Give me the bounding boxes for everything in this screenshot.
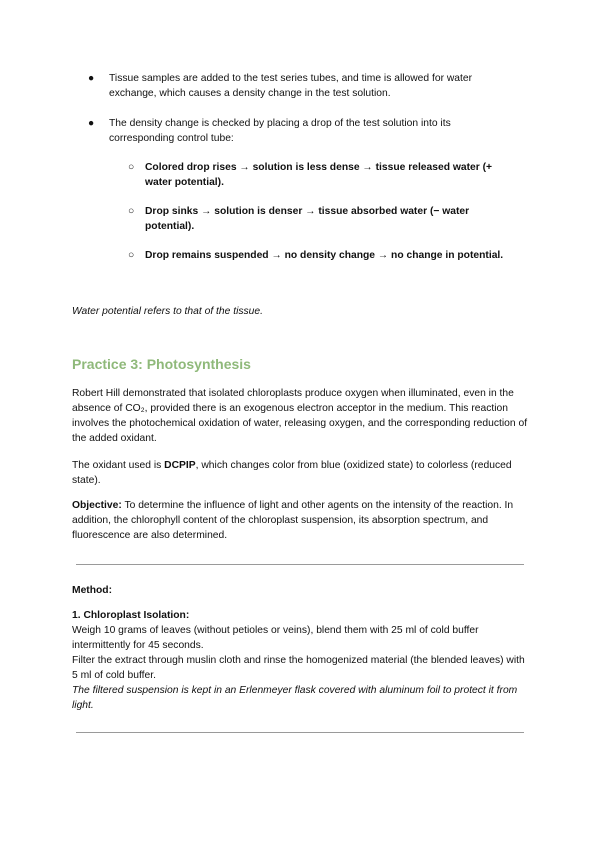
- step1-title-text: 1. Chloroplast Isolation:: [72, 610, 190, 621]
- bullet-dot: ●: [88, 73, 95, 84]
- objective-paragraph: [72, 498, 528, 543]
- step1-line1: Weigh 10 grams of leaves (without petioles or veins), blend them with 25 ml of cold buffer intermittently for 45 seconds.: [72, 625, 479, 651]
- bullet-text: The density change is checked by placing a drop of the test solution into its corresponding control tube:: [109, 118, 451, 144]
- sub-bullet-text: Colored drop rises → solution is less dense → tissue released water (+ water potential).: [145, 162, 493, 188]
- horizontal-divider: [76, 732, 524, 733]
- step1-line2: Filter the extract through muslin cloth and rinse the homogenized material (the blended leaves) with 5 ml of cold buffer.: [72, 655, 525, 681]
- oxidant-paragraph: [72, 458, 528, 488]
- objective-text: To determine the influence of light and other agents on the intensity of the reaction. In addition, the chlorophyll content of the chloroplast suspension, its absorption spectrum, and fluorescence are also determined.: [72, 500, 514, 541]
- method-label-text: Method:: [72, 585, 113, 596]
- oxidant-name: DCPIP: [164, 460, 196, 471]
- sub-bullet-text: Drop remains suspended → no density change → no change in potential.: [145, 250, 504, 261]
- method-label: [72, 583, 528, 598]
- oxidant-suffix: , which changes color from blue (oxidized state) to colorless (reduced state).: [72, 460, 512, 486]
- sub-bullet-circle: ○: [128, 250, 135, 261]
- objective-label: Objective:: [72, 500, 122, 511]
- italic-note: Water potential refers to that of the tissue.: [72, 306, 263, 317]
- bullet-dot: ●: [88, 118, 95, 129]
- intro-paragraph: Robert Hill demonstrated that isolated chloroplasts produce oxygen when illuminated, even in the absence of CO₂, provided there is an exogenous electron acceptor in the medium. This reaction involves the photochemical oxidation of water, releasing oxygen, and the corresponding reduction of the added oxidant.: [72, 388, 528, 444]
- section-heading: Practice 3: Photosynthesis: [72, 356, 251, 372]
- oxidant-prefix: The oxidant used is: [72, 460, 165, 471]
- horizontal-divider: [76, 564, 524, 565]
- sub-bullet-text: Drop sinks → solution is denser → tissue absorbed water (− water potential).: [145, 206, 470, 232]
- step1-line3: The filtered suspension is kept in an Erlenmeyer flask covered with aluminum foil to protect it from light.: [72, 685, 518, 711]
- step1-title: [72, 608, 528, 623]
- bullet-text: Tissue samples are added to the test series tubes, and time is allowed for water exchange, which causes a density change in the test solution.: [109, 73, 473, 99]
- sub-bullet-circle: ○: [128, 162, 135, 173]
- sub-bullet-circle: ○: [128, 206, 135, 217]
